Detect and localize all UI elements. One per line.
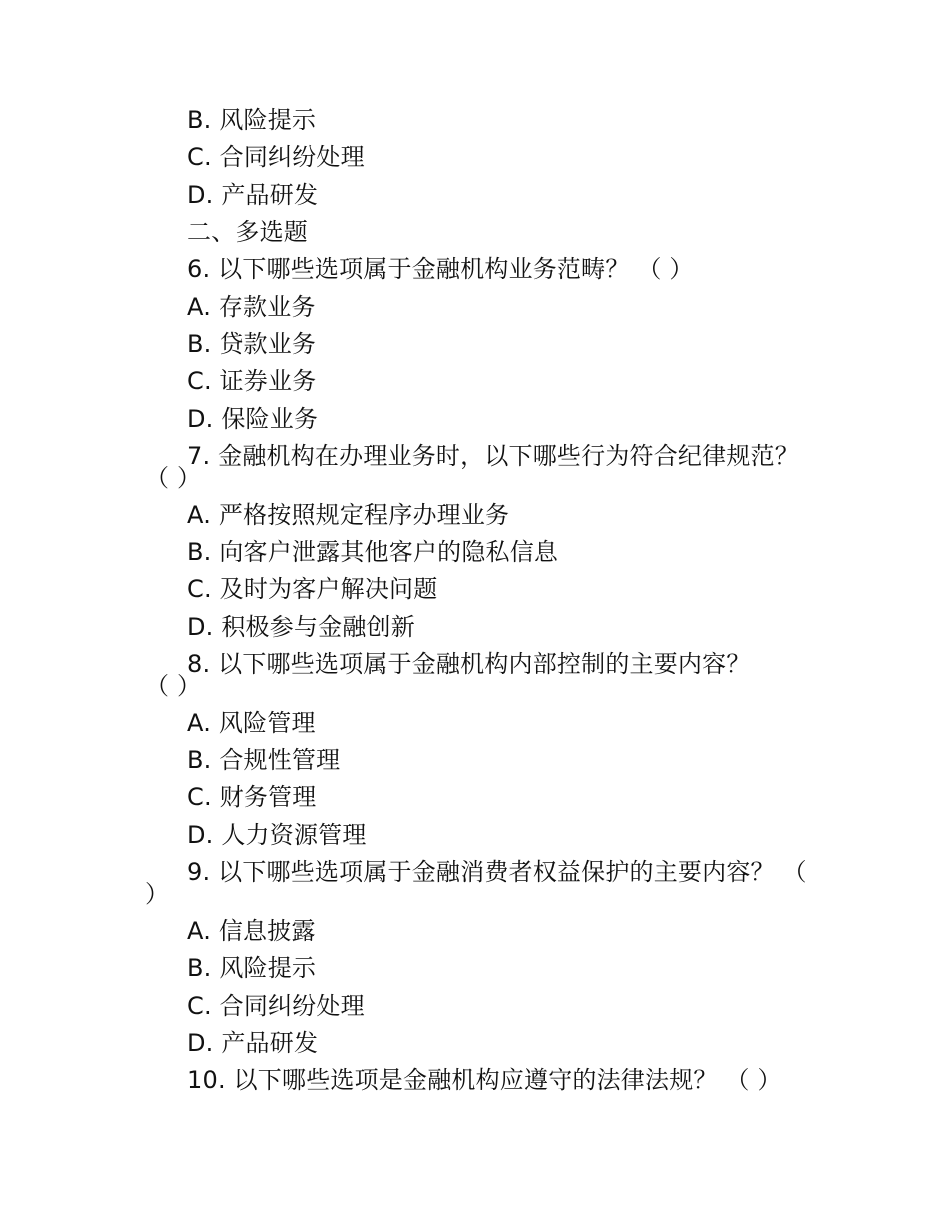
question-8-answer-blank: （ ） <box>145 672 202 700</box>
question-7-option-d: D. 积极参与金融创新 <box>187 613 415 641</box>
question-7-option-c: C. 及时为客户解决问题 <box>187 575 438 603</box>
question-9-option-a: A. 信息披露 <box>187 917 316 945</box>
question-9: 9. 以下哪些选项属于金融消费者权益保护的主要内容？ （ <box>187 858 807 886</box>
question-7-option-b: B. 向客户泄露其他客户的隐私信息 <box>187 538 559 566</box>
question-8-option-d: D. 人力资源管理 <box>187 821 367 849</box>
option-b-risk-warning: B. 风险提示 <box>187 106 317 134</box>
question-9-option-b: B. 风险提示 <box>187 954 317 982</box>
question-7-answer-blank: （ ） <box>145 464 202 492</box>
question-9-option-d: D. 产品研发 <box>187 1029 319 1057</box>
option-c-contract-dispute: C. 合同纠纷处理 <box>187 143 365 171</box>
question-7-option-a: A. 严格按照规定程序办理业务 <box>187 501 510 529</box>
question-6-option-c: C. 证券业务 <box>187 367 317 395</box>
question-8-option-b: B. 合规性管理 <box>187 746 341 774</box>
section-heading-multiple-choice: 二、多选题 <box>187 218 308 246</box>
question-9-answer-blank: ） <box>145 880 170 908</box>
question-7: 7. 金融机构在办理业务时，以下哪些行为符合纪律规范？ <box>187 442 799 470</box>
option-d-product-rd: D. 产品研发 <box>187 181 319 209</box>
question-8-option-a: A. 风险管理 <box>187 709 316 737</box>
question-6-option-b: B. 贷款业务 <box>187 330 317 358</box>
question-6: 6. 以下哪些选项属于金融机构业务范畴？ （ ） <box>187 255 694 283</box>
question-9-option-c: C. 合同纠纷处理 <box>187 992 365 1020</box>
question-6-option-a: A. 存款业务 <box>187 293 316 321</box>
question-8: 8. 以下哪些选项属于金融机构内部控制的主要内容？ <box>187 650 751 678</box>
question-6-option-d: D. 保险业务 <box>187 405 319 433</box>
question-8-option-c: C. 财务管理 <box>187 783 317 811</box>
question-10: 10. 以下哪些选项是金融机构应遵守的法律法规？ （ ） <box>187 1066 782 1094</box>
